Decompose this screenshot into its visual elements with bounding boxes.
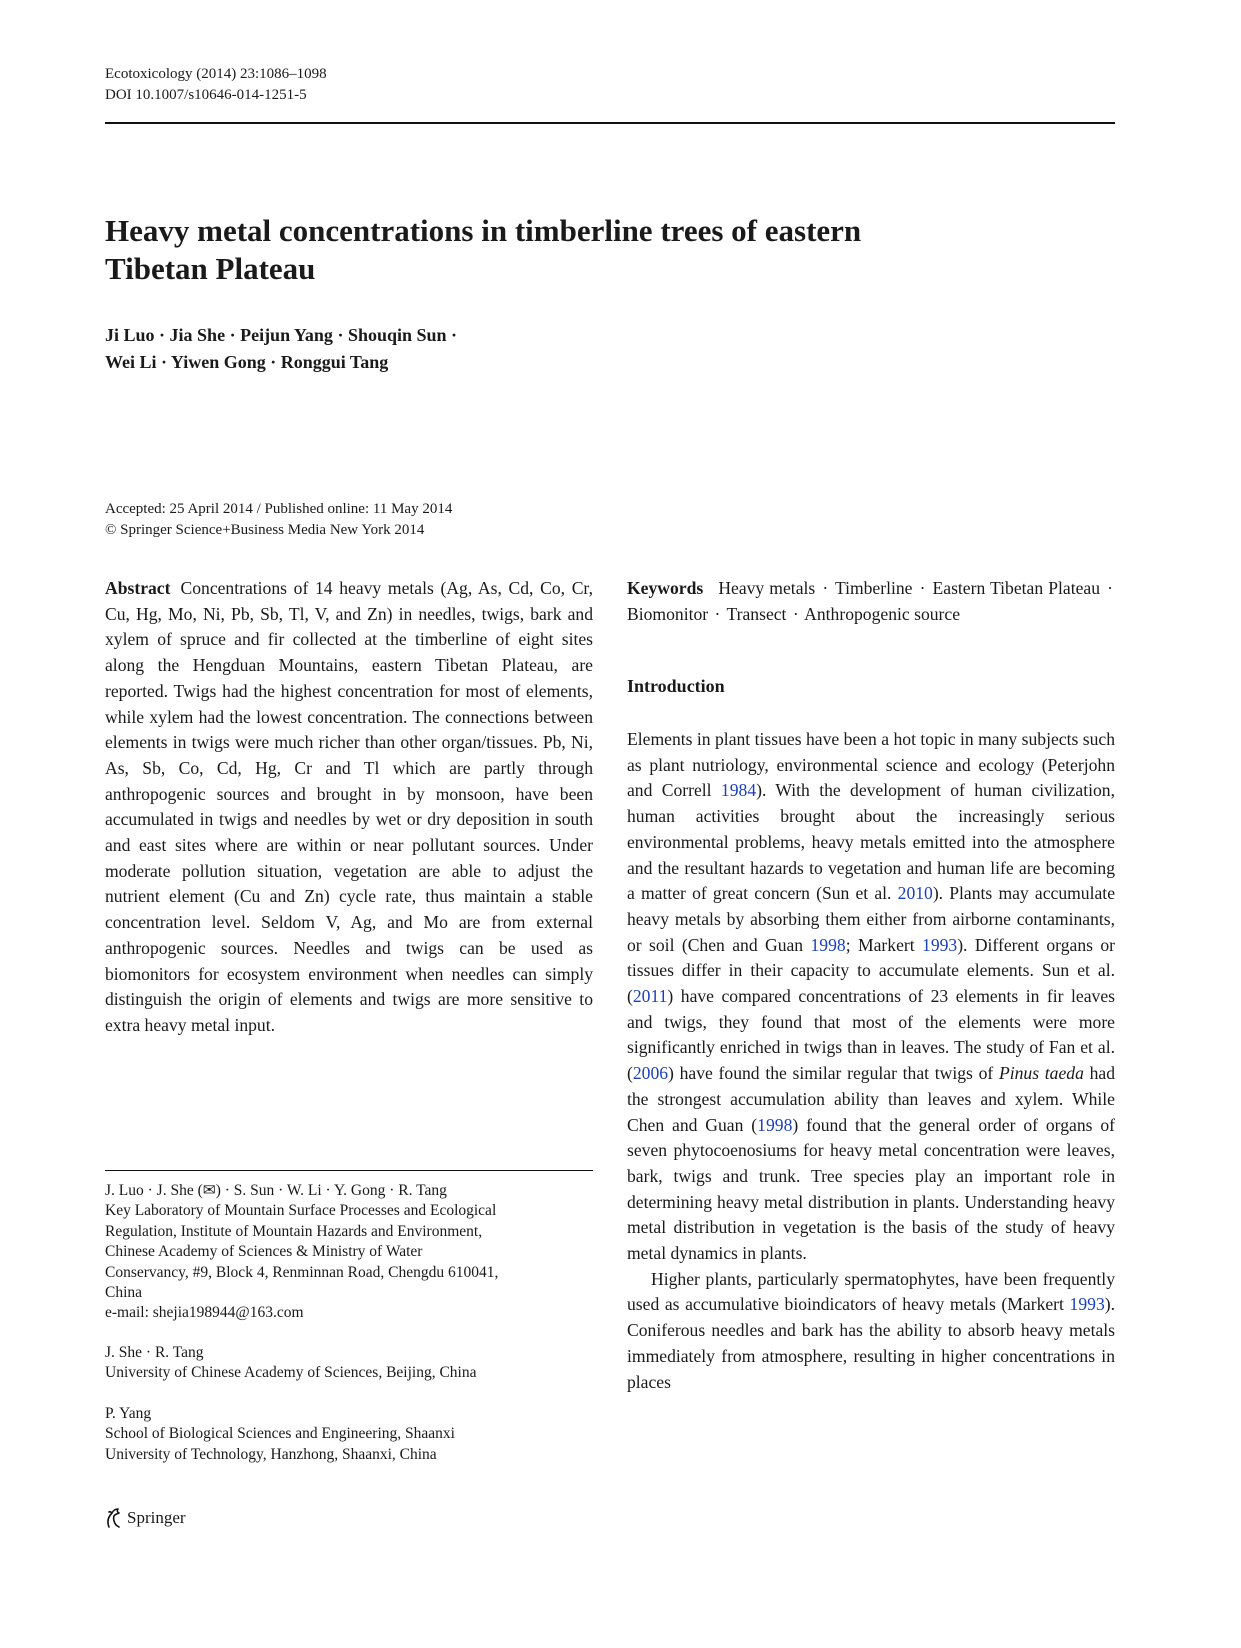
- journal-header: [105, 64, 327, 106]
- journal-doi: DOI 10.1007/s10646-014-1251-5: [105, 87, 307, 103]
- citation-link[interactable]: 2011: [632, 986, 668, 1007]
- affiliation-line: School of Biological Sciences and Engineering, Shaanxi: [105, 1425, 455, 1443]
- keyword-item: Eastern Tibetan Plateau: [932, 578, 1101, 598]
- author-line-1: [105, 322, 705, 349]
- abstract: [105, 576, 593, 1039]
- author-line-2: [105, 349, 705, 376]
- header-rule: [105, 122, 1115, 124]
- intro-text: ). Plants may accumulate heavy metals by absorbing them either from airborne contaminants, or soil (Chen and Guan: [627, 883, 1115, 955]
- intro-text: ) found that the general order of organs of seven phytocoenosiums for heavy metal concentration were leaves, bark, twigs and trunk. Tree species play an important role in determining heavy metal distribution in plants. Understanding heavy metal distribution in vegetation is the basis of the study of heavy metal dynamics in plants.: [627, 1114, 1116, 1264]
- author-email[interactable]: e-mail: shejia198944@163.com: [105, 1304, 304, 1322]
- affiliation-block-2: [105, 1343, 593, 1384]
- intro-text: ) have compared concentrations of 23 elements in fir leaves and twigs, they found that most of the elements were more significantly enriched in twigs than in leaves. The study of Fan et al. (: [627, 986, 1115, 1084]
- author-name[interactable]: Peijun Yang: [240, 325, 333, 345]
- introduction-body: [627, 727, 1115, 1395]
- keyword-separator: ·: [822, 578, 829, 598]
- keyword-item: Anthropogenic source: [804, 603, 961, 624]
- copyright-notice: © Springer Science+Business Media New York 2014: [105, 522, 425, 538]
- introduction-heading: Introduction: [627, 676, 725, 696]
- intro-text: ; Markert: [845, 934, 923, 955]
- publisher-name: Springer: [127, 1508, 186, 1527]
- keyword-item: Biomonitor: [627, 603, 709, 624]
- keywords-label: Keywords: [627, 578, 704, 598]
- citation-link[interactable]: 1993: [1069, 1294, 1105, 1315]
- intro-text: Higher plants, particularly spermatophytes, have been frequently used as accumulative bioindicators of heavy metals (Markert: [627, 1268, 1115, 1315]
- intro-text: had the strongest accumulation ability than leaves and xylem. While Chen and Guan (: [627, 1063, 1115, 1135]
- author-separator: ·: [229, 325, 236, 345]
- affiliation-line: Chinese Academy of Sciences & Ministry of Water: [105, 1243, 423, 1261]
- publication-dates: [105, 499, 452, 541]
- author-list: [105, 322, 705, 376]
- affiliation-authors: J. She · R. Tang: [105, 1344, 204, 1361]
- affiliation-authors: J. Luo · J. She (✉) · S. Sun · W. Li · Y. Gong · R. Tang: [105, 1182, 447, 1199]
- affiliation-line: Conservancy, #9, Block 4, Renminnan Road, Chengdu 610041,: [105, 1263, 499, 1281]
- intro-text: ). With the development of human civilization, human activities brought about the increasingly serious environmental problems, heavy metals emitted into the atmosphere and the resultant hazards to vegetation and human life are becoming a matter of great concern (Sun et al.: [627, 780, 1115, 904]
- author-name[interactable]: Wei Li: [105, 352, 157, 372]
- title-line-1: Heavy metal concentrations in timberline trees of eastern: [105, 213, 862, 248]
- intro-paragraph-2: [627, 1267, 1115, 1396]
- author-name[interactable]: Jia She: [169, 325, 226, 345]
- citation-link[interactable]: 2010: [897, 883, 933, 904]
- species-name: Pinus taeda: [998, 1063, 1084, 1084]
- journal-citation: Ecotoxicology (2014) 23:1086–1098: [105, 66, 327, 82]
- author-name[interactable]: Ronggui Tang: [280, 352, 389, 372]
- intro-text: ). Different organs or tissues differ in their capacity to accumulate elements. Sun et al. (: [627, 934, 1116, 1007]
- author-separator: ·: [159, 325, 166, 345]
- author-name[interactable]: Ji Luo: [105, 325, 155, 345]
- citation-link[interactable]: 1998: [810, 934, 846, 955]
- affiliation-line: Regulation, Institute of Mountain Hazards and Environment,: [105, 1222, 483, 1240]
- keywords: [627, 576, 1115, 627]
- springer-logo: [103, 1507, 186, 1529]
- title-line-2: Tibetan Plateau: [105, 251, 316, 286]
- intro-text: ) have found the similar regular that twigs of: [668, 1063, 999, 1084]
- keyword-item: Timberline: [834, 578, 913, 598]
- affiliation-authors: P. Yang: [105, 1405, 152, 1422]
- keyword-separator: ·: [919, 578, 926, 598]
- abstract-label: Abstract: [105, 578, 171, 598]
- author-separator: ·: [270, 352, 277, 372]
- affiliation-line: University of Chinese Academy of Sciences, Beijing, China: [105, 1364, 477, 1382]
- abstract-text: Concentrations of 14 heavy metals (Ag, As, Cd, Co, Cr, Cu, Hg, Mo, Ni, Pb, Sb, Tl, V, and Zn) in needles, twigs, bark and xylem of spruce and fir collected at the timberline of eight sites along the Hengduan Mountains, eastern Tibetan Plateau, are reported. Twigs had the highest concentration for most of elements, while xylem had the lowest concentration. The connections between elements in twigs were much richer than other organ/tissues. Pb, Ni, As, Sb, Co, Cd, Hg, Cr and Tl which are partly through anthropogenic sources and brought in by monsoon, have been accumulated in twigs and needles by wet or dry deposition in south and east sites where are within or near pollutant sources. Under moderate pollution situation, vegetation are able to adjust the nutrient element (Cu and Zn) cycle rate, thus maintain a stable concentration level. Seldom V, Ag, and Mo are from external anthropogenic sources. Needles and twigs can be used as biomonitors for ecosystem environment when needles can simply distinguish the origin of elements and twigs are more sensitive to extra heavy metal input.: [105, 578, 593, 1035]
- author-name[interactable]: Shouqin Sun: [347, 325, 447, 345]
- author-separator: ·: [337, 325, 344, 345]
- springer-horse-icon: [103, 1507, 123, 1529]
- keyword-separator: ·: [1107, 578, 1113, 598]
- citation-link[interactable]: 1993: [922, 934, 958, 955]
- keyword-separator: ·: [714, 603, 721, 624]
- citation-link[interactable]: 2006: [632, 1063, 669, 1084]
- author-name[interactable]: Yiwen Gong: [170, 352, 266, 372]
- affiliation-block-3: [105, 1404, 593, 1465]
- author-separator: ·: [161, 352, 168, 372]
- intro-text: Elements in plant tissues have been a hot topic in many subjects such as plant nutriology, environmental science and ecology (Peterjohn and Correll: [627, 729, 1115, 801]
- author-separator: ·: [451, 325, 458, 345]
- affiliation-block-1: [105, 1181, 593, 1324]
- affiliation-line: China: [105, 1284, 143, 1302]
- citation-link[interactable]: 1998: [757, 1114, 793, 1135]
- footnote-rule: [105, 1170, 593, 1171]
- keyword-item: Transect: [726, 603, 787, 624]
- affiliation-line: University of Technology, Hanzhong, Shaanxi, China: [105, 1445, 437, 1463]
- keyword-separator: ·: [792, 603, 799, 624]
- accepted-published-date: Accepted: 25 April 2014 / Published online: 11 May 2014: [105, 501, 453, 517]
- citation-link[interactable]: 1984: [720, 780, 757, 801]
- affiliation-line: Key Laboratory of Mountain Surface Processes and Ecological: [105, 1202, 497, 1220]
- keyword-item: Heavy metals: [718, 578, 816, 598]
- intro-text: ). Coniferous needles and bark has the ability to absorb heavy metals immediately from atmosphere, resulting in higher concentrations in places: [627, 1294, 1115, 1392]
- article-title: [105, 212, 1005, 288]
- intro-paragraph-1: [627, 727, 1115, 1267]
